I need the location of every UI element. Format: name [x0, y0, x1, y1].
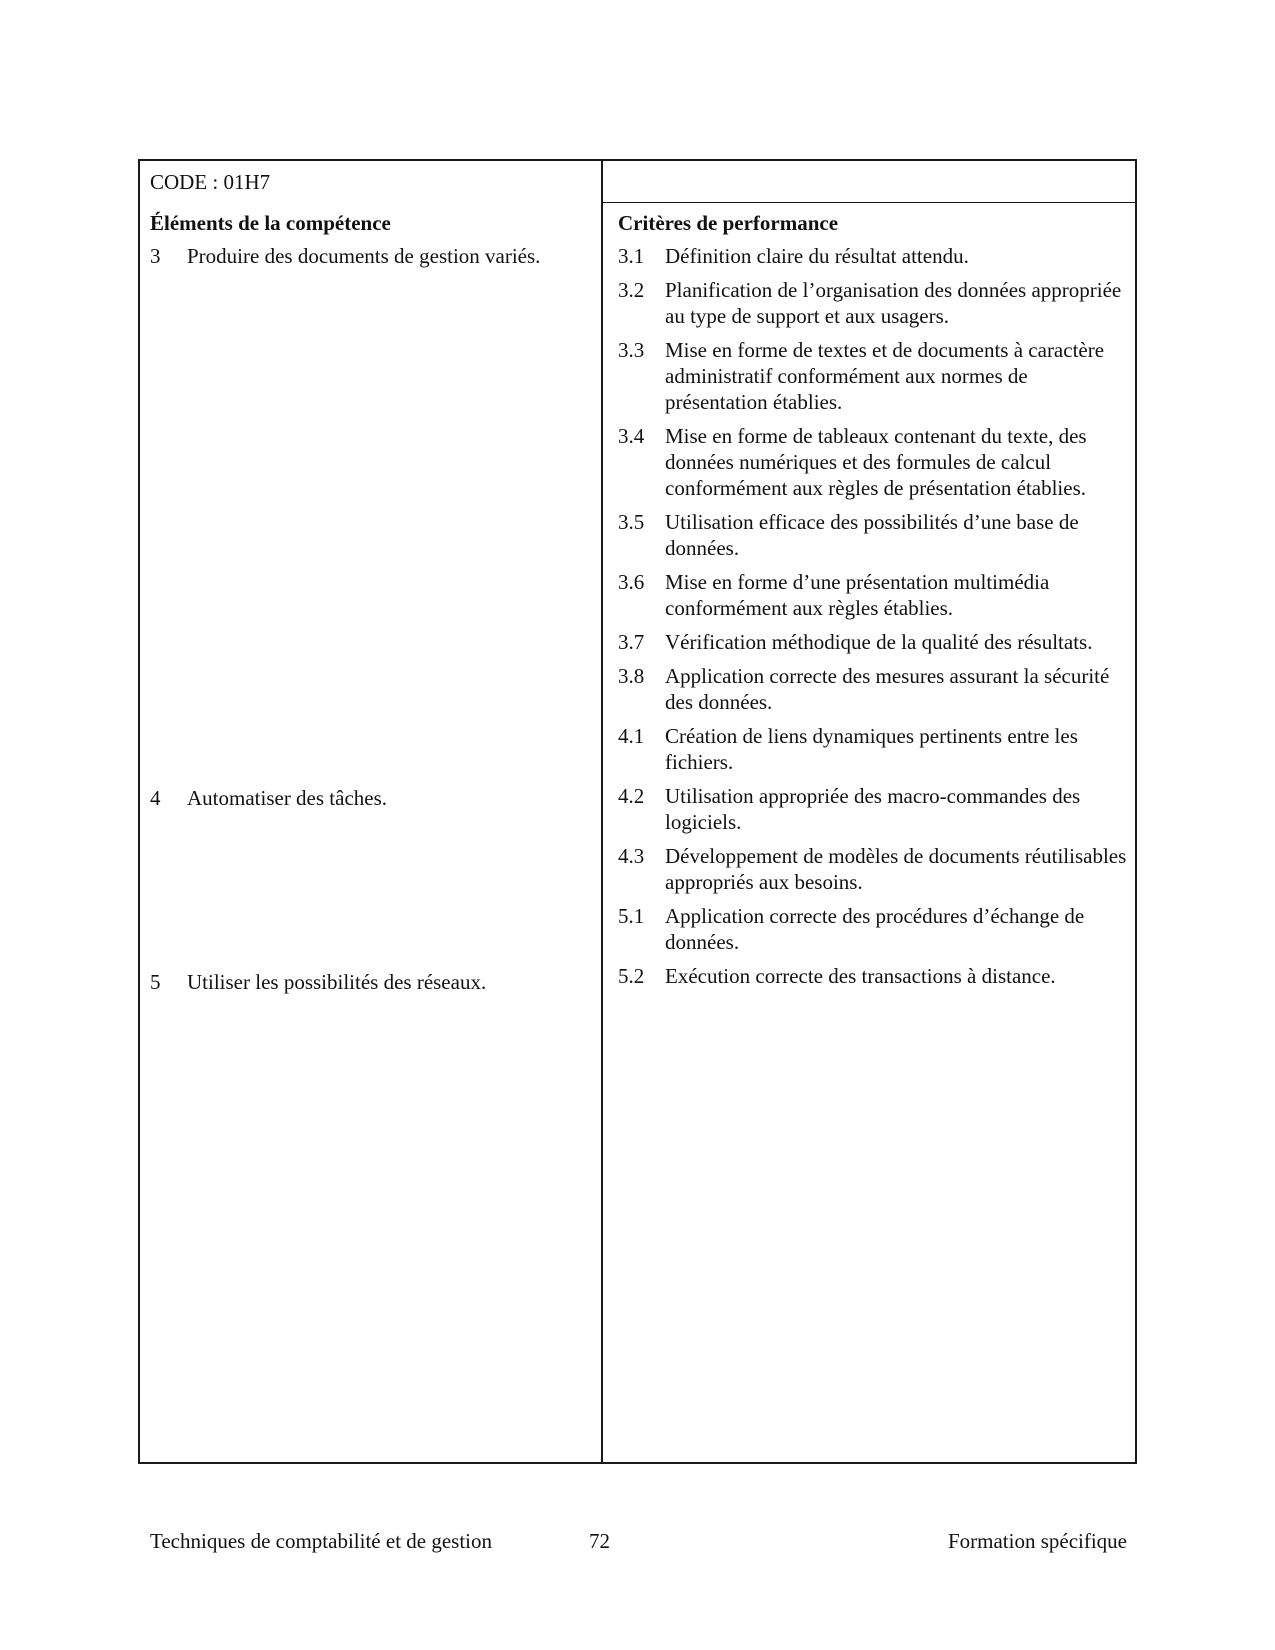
- criterion-text: Mise en forme d’une présentation multimédia conformément aux règles établies.: [665, 570, 1050, 620]
- footer-section-title: Formation spécifique: [947, 1529, 1127, 1553]
- criterion-item: [618, 783, 1128, 835]
- criterion-text: Définition claire du résultat attendu.: [665, 244, 969, 268]
- element-item: [150, 969, 486, 995]
- criterion-item: [618, 337, 1128, 415]
- criterion-item: [618, 423, 1128, 501]
- criterion-number: 3.1: [618, 244, 645, 268]
- criterion-text: Exécution correcte des transactions à distance.: [665, 964, 1056, 988]
- element-text: Automatiser des tâches.: [187, 786, 388, 810]
- competence-table: [138, 159, 1137, 1464]
- element-number: 3: [150, 244, 161, 268]
- criterion-text: Création de liens dynamiques pertinents entre les fichiers.: [665, 724, 1078, 774]
- criterion-text: Mise en forme de textes et de documents à caractère administratif conformément aux normes de présentation établies.: [665, 338, 1105, 414]
- criterion-number: 3.6: [618, 570, 645, 594]
- criterion-number: 3.3: [618, 338, 645, 362]
- criterion-text: Vérification méthodique de la qualité des résultats.: [665, 630, 1093, 654]
- element-number: 5: [150, 970, 161, 994]
- criterion-text: Application correcte des procédures d’échange de données.: [665, 904, 1085, 954]
- criterion-item: [618, 963, 1128, 989]
- criterion-number: 3.2: [618, 278, 645, 302]
- criterion-number: 4.3: [618, 844, 645, 868]
- criterion-text: Utilisation efficace des possibilités d’une base de données.: [665, 510, 1079, 560]
- element-text: Utiliser les possibilités des réseaux.: [187, 970, 487, 994]
- footer-program-title: Techniques de comptabilité et de gestion: [150, 1529, 493, 1553]
- element-item: [150, 785, 387, 811]
- criterion-number: 5.1: [618, 904, 645, 928]
- criterion-item: [618, 723, 1128, 775]
- criterion-item: [618, 569, 1128, 621]
- column-divider: [601, 161, 603, 1462]
- criterion-item: [618, 509, 1128, 561]
- code-label: CODE : 01H7: [150, 170, 271, 194]
- element-number: 4: [150, 786, 161, 810]
- criterion-text: Mise en forme de tableaux contenant du texte, des données numériques et des formules de calcul conformément aux règles de présentation établies.: [665, 424, 1087, 500]
- criterion-number: 3.4: [618, 424, 645, 448]
- criterion-number: 5.2: [618, 964, 645, 988]
- criterion-text: Application correcte des mesures assurant la sécurité des données.: [665, 664, 1110, 714]
- element-item: [150, 243, 540, 269]
- criterion-item: [618, 663, 1128, 715]
- footer-page-number: 72: [589, 1529, 610, 1553]
- criterion-text: Planification de l’organisation des données appropriée au type de support et aux usagers.: [665, 278, 1122, 328]
- criterion-number: 4.2: [618, 784, 645, 808]
- criterion-text: Développement de modèles de documents réutilisables appropriés aux besoins.: [665, 844, 1127, 894]
- criterion-number: 3.7: [618, 630, 645, 654]
- criterion-item: [618, 629, 1128, 655]
- criteria-list: [618, 243, 1128, 997]
- criterion-text: Utilisation appropriée des macro-commandes des logiciels.: [665, 784, 1081, 834]
- criterion-number: 3.5: [618, 510, 645, 534]
- criterion-item: [618, 243, 1128, 269]
- criterion-number: 4.1: [618, 724, 645, 748]
- element-text: Produire des documents de gestion variés.: [187, 244, 541, 268]
- elements-column-title: Éléments de la compétence: [150, 211, 391, 235]
- header-divider: [601, 202, 1135, 203]
- criteria-column-title: Critères de performance: [618, 211, 839, 235]
- criterion-item: [618, 277, 1128, 329]
- criterion-item: [618, 903, 1128, 955]
- criterion-number: 3.8: [618, 664, 645, 688]
- criterion-item: [618, 843, 1128, 895]
